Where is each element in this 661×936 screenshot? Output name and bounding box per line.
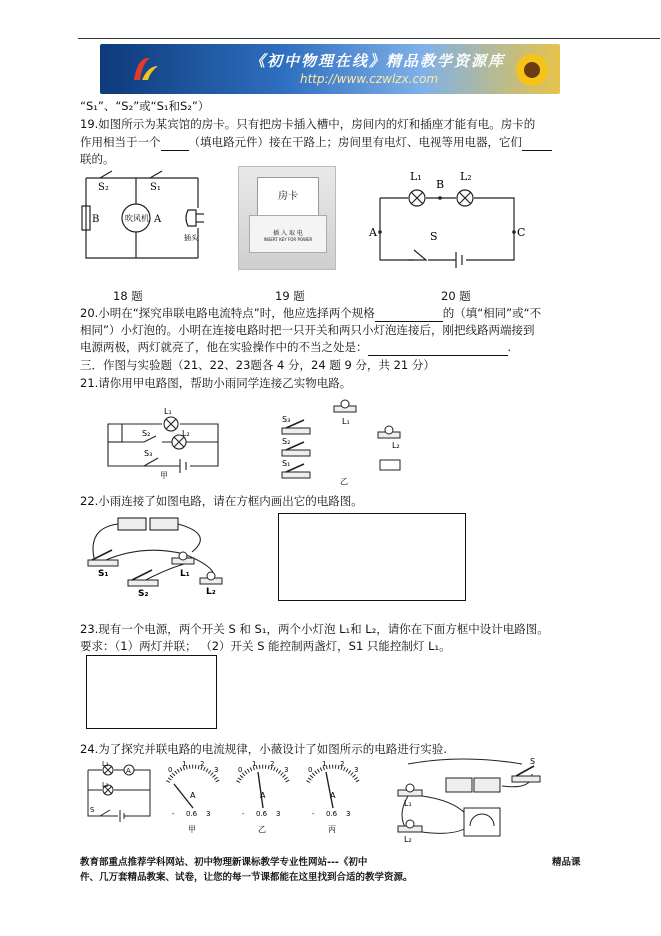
q24-cd-l1: L₁ <box>102 760 109 768</box>
q19-line2b: （填电路元件）接在干路上；房间里有电灯、电视等用电器，它们 <box>188 135 522 149</box>
q24-text: 24.为了探究并联电路的电流规律，小薇设计了如图所示的电路进行实验. <box>80 742 447 756</box>
ammeter-yi-t0: - <box>242 810 245 818</box>
fig18-s2: S₂ <box>98 182 109 193</box>
ammeter-bing-s3: 3 <box>354 766 359 774</box>
q23-line2: 要求：（1）两灯并联； （2）开关 S 能控制两盏灯，S1 只能控制灯 L₁。 <box>80 639 451 653</box>
ammeter-yi <box>232 758 294 838</box>
ammeter-bing <box>302 758 364 838</box>
fig19-slot-line1: 插 入 取 电 <box>273 230 303 237</box>
header-rule <box>78 38 660 39</box>
fig19-slot-line2: INSERT KEY FOR POWER <box>263 237 313 242</box>
fig19-card-photo <box>238 166 336 270</box>
fig18-plug: 插头 <box>184 234 198 242</box>
q20-blank1[interactable] <box>375 305 443 322</box>
fig19-card: 房卡 <box>257 177 319 217</box>
q21-s3: S₃ <box>144 449 153 458</box>
banner-title: 《初中物理在线》精品教学资源库 <box>250 52 506 70</box>
q24-circuit-diagram <box>80 760 158 824</box>
fig18-b: B <box>92 214 100 225</box>
q20-line1 <box>80 305 541 322</box>
ammeter-jia-a: A <box>190 791 196 800</box>
fig20-s: S <box>430 230 438 243</box>
q20-blank2[interactable] <box>368 339 508 356</box>
q21-diagram-yi <box>278 398 418 486</box>
q21-yi-s1: S₁ <box>282 459 291 468</box>
ammeter-yi-t1: 0.6 <box>256 810 268 818</box>
q21-yi-l1: L₁ <box>342 417 350 426</box>
fig18-circuit <box>80 168 208 268</box>
q21-s2: S₂ <box>142 429 151 438</box>
q21-jia: 甲 <box>160 471 168 480</box>
footer-line1b: 精品课 <box>552 857 581 868</box>
fig19-slot <box>249 215 327 253</box>
q24-pc-s: S <box>530 757 536 766</box>
q22-l1: L₁ <box>180 569 190 579</box>
ammeter-jia <box>162 758 224 838</box>
q23-answer-box[interactable] <box>86 655 217 729</box>
caption-18: 18 题 <box>113 289 143 303</box>
ammeter-yi-label: 乙 <box>258 825 266 834</box>
q22-physical-circuit <box>84 514 244 598</box>
ammeter-bing-s0: 0 <box>308 766 313 774</box>
ammeter-yi-s0: 0 <box>238 766 243 774</box>
q19-line3: 联的。 <box>80 152 115 166</box>
q24-pc-l1: L₁ <box>404 799 412 808</box>
ammeter-jia-t1: 0.6 <box>186 810 198 818</box>
fig20-circuit <box>368 162 528 270</box>
q22-l2: L₂ <box>206 587 216 597</box>
q22-text: 22.小雨连接了如图电路，请在方框内画出它的电路图。 <box>80 494 363 508</box>
footer-line2: 件、几万套精品教案、试卷，让您的每一节课都能在这里找到合适的教学资源。 <box>80 872 413 883</box>
sunflower-icon <box>508 50 552 90</box>
ammeter-yi-s3: 3 <box>284 766 289 774</box>
fig18-motor: 吹风机 <box>125 214 149 223</box>
q19-line2 <box>80 134 552 151</box>
caption-19: 19 题 <box>275 289 305 303</box>
q21-l1: L₁ <box>164 407 172 416</box>
q20-line2: 相同”）小灯泡的。小明在连接电路时把一只开关和两只小灯泡连接后，刚把线路两端接到 <box>80 323 535 337</box>
ammeter-jia-s3: 3 <box>214 766 219 774</box>
q22-answer-box[interactable] <box>278 513 466 601</box>
q21-yi-s3: S₃ <box>282 415 291 424</box>
ammeter-yi-a: A <box>260 791 266 800</box>
q22-s2: S₂ <box>138 589 149 598</box>
q22-s1: S₁ <box>98 569 109 579</box>
q20-line1a: 20.小明在“探究串联电路电流特点”时，他应选择两个规格 <box>80 306 375 320</box>
ammeter-yi-t2: 3 <box>276 810 281 818</box>
caption-20: 20 题 <box>441 289 471 303</box>
q20-line3 <box>80 339 511 356</box>
section3-heading: 三．作图与实验题（21、22、23题各 4 分，24 题 9 分，共 21 分） <box>80 358 435 372</box>
footer-line1a: 教育部重点推荐学科网站、初中物理新课标教学专业性网站---《初中 <box>80 857 368 868</box>
q21-text: 21.请你用甲电路图，帮助小雨同学连接乙实物电路。 <box>80 376 352 390</box>
ammeter-jia-t2: 3 <box>206 810 211 818</box>
q19-line2a: 作用相当于一个 <box>80 135 161 149</box>
q21-yi-s2: S₂ <box>282 437 291 446</box>
q20-line1b: 的（填“相同”或“不 <box>442 306 542 320</box>
fig20-a: A <box>369 226 377 239</box>
q24-cd-l2: L₂ <box>102 781 109 789</box>
fig20-b: B <box>436 178 445 191</box>
ammeter-bing-s1: 1 <box>322 760 327 768</box>
q21-l2: L₂ <box>182 429 190 438</box>
q20-line3b: . <box>507 340 512 354</box>
q21-yi-caption: 乙 <box>340 477 348 486</box>
ammeter-yi-s2: 2 <box>270 760 275 768</box>
site-logo-icon <box>128 52 162 86</box>
q21-diagram-jia <box>104 404 224 480</box>
ammeter-yi-s1: 1 <box>252 760 257 768</box>
fig20-l1: L₁ <box>410 170 422 183</box>
ammeter-bing-t1: 0.6 <box>326 810 338 818</box>
banner-url[interactable]: http://www.czwlzx.com <box>300 72 439 86</box>
ammeter-bing-s2: 2 <box>340 760 345 768</box>
q19-blank2[interactable] <box>522 134 552 151</box>
q20-line3a: 电源两极，两灯就亮了，他在实验操作中的不当之处是： <box>80 340 368 354</box>
q24-pc-l2: L₂ <box>404 835 412 844</box>
q24-cd-s: S <box>90 806 95 814</box>
fig20-c: C <box>517 226 526 239</box>
q23-line1: 23.现有一个电源，两个开关 S 和 S₁，两个小灯泡 L₁和 L₂，请你在下面方框中设计电路图。 <box>80 622 549 636</box>
fig18-s1: S₁ <box>150 182 161 193</box>
q21-yi-l2: L₂ <box>392 441 400 450</box>
ammeter-bing-label: 丙 <box>328 825 336 834</box>
fig20-l2: L₂ <box>460 170 472 183</box>
q24-cd-a: A <box>126 767 131 775</box>
q24-physical-circuit <box>382 756 548 856</box>
ammeter-jia-label: 甲 <box>188 825 196 834</box>
ammeter-bing-a: A <box>330 791 336 800</box>
ammeter-jia-s1: 1 <box>182 760 187 768</box>
site-banner[interactable] <box>100 44 560 94</box>
ammeter-jia-s0: 0 <box>168 766 173 774</box>
fig18-a: A <box>154 214 162 225</box>
ammeter-bing-t2: 3 <box>346 810 351 818</box>
ammeter-jia-t0: - <box>172 810 175 818</box>
ammeter-jia-s2: 2 <box>200 760 205 768</box>
q19-line1: 19.如图所示为某宾馆的房卡。只有把房卡插入槽中，房间内的灯和插座才能有电。房卡的 <box>80 117 536 131</box>
ammeter-bing-t0: - <box>312 810 315 818</box>
q18-tail: “S₁”、“S₂”或“S₁和S₂”） <box>80 99 210 113</box>
q19-blank1[interactable] <box>161 134 189 151</box>
